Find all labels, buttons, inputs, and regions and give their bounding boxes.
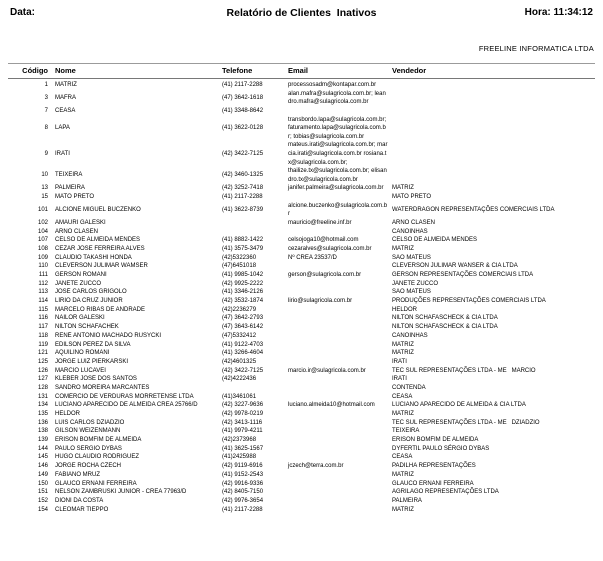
cell-vendedor: IRATI: [392, 376, 407, 383]
cell-nome: CELSO DE ALMEIDA MENDES: [55, 237, 141, 244]
cell-nome: PAULO SERGIO DYBAS: [55, 445, 122, 452]
table-row: [8, 436, 595, 445]
cell-vendedor: SAO MATEUS: [392, 254, 431, 261]
cell-vendedor: CONTENDA: [392, 384, 426, 391]
cell-telefone: (42)4222436: [222, 376, 257, 383]
table-row: [8, 280, 595, 289]
cell-nome: SANDRO MOREIRA MARCANTES: [55, 384, 150, 391]
cell-vendedor: MATRIZ: [392, 471, 414, 478]
cell-email: mauricio@freeline.inf.br: [288, 219, 352, 226]
cell-telefone: (41)2425988: [222, 454, 257, 461]
cell-vendedor: MATRIZ: [392, 350, 414, 357]
cell-email: transbordo.lapa@sulagricola.com.br; faturamento.lapa@sulagricola.com.br; tobias@sulagricola.com.br: [288, 116, 387, 140]
cell-nome: LUCIANO APARECIDO DE ALMEIDA CREA 25766/D: [55, 402, 198, 409]
table-row: [8, 410, 595, 419]
cell-telefone: (42) 3413-1116: [222, 419, 263, 426]
table-body: [8, 79, 595, 514]
cell-codigo: 138: [37, 428, 48, 435]
table-row: [8, 90, 595, 107]
table-row: [8, 341, 595, 350]
col-header-telefone: Telefone: [222, 66, 253, 75]
cell-codigo: 108: [37, 245, 48, 252]
table-row: [8, 384, 595, 393]
cell-nome: COMÉRCIO DE VERDURAS MORRETENSE LTDA: [55, 393, 194, 400]
cell-nome: CEASA: [55, 107, 76, 114]
cell-vendedor: SAO MATEUS: [392, 289, 431, 296]
cell-telefone: (42) 9978-0219: [222, 411, 264, 418]
cell-vendedor: PALMEIRA: [392, 497, 422, 504]
table-row: [8, 219, 595, 228]
cell-telefone: (41) 3346-2126: [222, 289, 264, 296]
cell-codigo: 145: [37, 454, 48, 461]
cell-vendedor: CLEVERSON JULIMAR WANSER & CIA LTDA: [392, 263, 518, 270]
cell-codigo: 117: [38, 324, 48, 331]
cell-codigo: 111: [38, 272, 48, 279]
cell-codigo: 1: [44, 82, 48, 89]
date-label: Data:: [10, 7, 36, 18]
cell-codigo: 150: [37, 480, 48, 487]
cell-codigo: 115: [38, 306, 48, 313]
cell-nome: GERSON ROMANI: [55, 272, 107, 279]
cell-nome: NELSON ZAMBRUSKI JUNIOR - CREA 77963/D: [55, 489, 187, 496]
cell-telefone: (42)5322360: [222, 254, 257, 261]
cell-nome: MARCELO RIBAS DE ANDRADE: [55, 306, 146, 313]
cell-email: alan.mafra@sulagricola.com.br; leandro.mafra@sulagricola.com.br: [288, 90, 386, 106]
cell-vendedor: MATRIZ: [392, 245, 414, 252]
cell-nome: GLAUCO ERNANI FERREIRA: [55, 480, 137, 487]
cell-telefone: (42) 3422-7125: [222, 367, 264, 374]
table-row: [8, 349, 595, 358]
table-row: [8, 254, 595, 263]
cell-vendedor: CEASA: [392, 454, 413, 461]
table-row: [8, 236, 595, 245]
cell-codigo: 139: [37, 437, 48, 444]
cell-vendedor: MATRIZ: [392, 341, 414, 348]
table-row: [8, 453, 595, 462]
cell-email: celsojoga10@hotmail.com: [288, 237, 359, 244]
cell-telefone: (41) 9122-4703: [222, 341, 264, 348]
table-row: [8, 306, 595, 315]
cell-vendedor: NILTON SCHAFASCHECK & CIA LTDA: [392, 324, 498, 331]
cell-nome: JORGE ROCHA CZECH: [55, 463, 122, 470]
table-row: [8, 245, 595, 254]
cell-email: marcio.ir@sulagricola.com.br: [288, 367, 366, 374]
cell-nome: GILSON WEIZENMANN: [55, 428, 121, 435]
cell-codigo: 135: [37, 411, 48, 418]
table-row: [8, 141, 595, 167]
cell-vendedor: PRODUÇÕES REPRESENTAÇÕES COMERCIAIS LTDA: [392, 298, 546, 305]
cell-telefone: (47) 3643-6142: [222, 324, 264, 331]
cell-nome: TEIXEIRA: [55, 172, 83, 179]
table-row: [8, 81, 595, 90]
cell-codigo: 152: [37, 497, 48, 504]
cell-telefone: (41) 8882-1422: [222, 237, 264, 244]
cell-codigo: 15: [41, 194, 48, 201]
cell-vendedor: CEASA: [392, 393, 413, 400]
cell-codigo: 107: [37, 237, 48, 244]
table-row: [8, 107, 595, 116]
cell-telefone: (41)3461061: [222, 393, 257, 400]
cell-codigo: 104: [37, 228, 48, 235]
page-header: [0, 0, 603, 19]
cell-vendedor: TEC SUL REPRESENTAÇÕES LTDA - ME MARCIO: [392, 367, 536, 374]
col-header-codigo: Código: [22, 66, 48, 75]
cell-codigo: 114: [38, 298, 48, 305]
cell-email: Nº CREA 23537/D: [288, 254, 337, 261]
cell-email: gerson@sulagricola.com.br: [288, 272, 362, 279]
cell-telefone: (47) 3642-2793: [222, 315, 264, 322]
cell-vendedor: DYFERTIL PAULO SÉRGIO DYBAS: [392, 445, 490, 452]
cell-codigo: 146: [37, 463, 48, 470]
cell-nome: KLEBER JOSÉ DOS SANTOS: [55, 376, 137, 383]
table-row: [8, 116, 595, 142]
table-row: [8, 193, 595, 202]
cell-nome: LAPA: [55, 125, 70, 132]
cell-vendedor: HELDOR: [392, 306, 418, 313]
table-row: [8, 184, 595, 193]
cell-telefone: (42)2373968: [222, 437, 257, 444]
cell-email: jczech@terra.com.br: [288, 463, 344, 470]
cell-email: thailize.tx@sulagricola.com.br; elisandro.tx@sulagricola.com.br: [288, 168, 387, 183]
cell-codigo: 116: [38, 315, 48, 322]
cell-telefone: (47)6451018: [222, 263, 257, 270]
cell-codigo: 121: [37, 350, 48, 357]
cell-vendedor: AGRILAGO REPRESENTAÇÕES LTDA: [392, 489, 499, 496]
cell-email: mateus.irati@sulagricola.com.br; marcia.irati@sulagricola.com.br rosiana.tx@sulagricola.com.br;: [288, 142, 388, 166]
table-row: [8, 167, 595, 184]
cell-vendedor: CANOINHAS: [392, 332, 428, 339]
cell-codigo: 10: [41, 172, 48, 179]
cell-vendedor: CELSO DE ALMEIDA MENDES: [392, 237, 478, 244]
cell-email: janifer.palmeira@sulagricola.com.br: [288, 185, 384, 192]
cell-vendedor: MATO PRETO: [392, 194, 432, 201]
cell-nome: ARNO CLASEN: [55, 228, 99, 235]
cell-vendedor: TEC SUL REPRESENTAÇÕES LTDA - ME DZIADZIO: [392, 419, 540, 426]
cell-telefone: (42) 9976-3654: [222, 497, 264, 504]
table-row: [8, 367, 595, 376]
cell-email: lirio@sulagricola.com.br: [288, 298, 353, 305]
table-row: [8, 358, 595, 367]
cell-nome: MARCIO LUCAVEI: [55, 367, 106, 374]
cell-telefone: (42) 9916-9336: [222, 480, 264, 487]
cell-nome: LÍRIO DA CRUZ JUNIOR: [55, 298, 123, 305]
table-row: [8, 488, 595, 497]
cell-vendedor: GERSON REPRESENTAÇÕES COMERCIAIS LTDA: [392, 272, 534, 279]
table-row: [8, 288, 595, 297]
col-header-vendedor: Vendedor: [392, 66, 427, 75]
cell-codigo: 7: [44, 107, 48, 114]
cell-telefone: (41) 2117-2288: [222, 194, 263, 201]
cell-telefone: (41) 9979-4211: [222, 428, 263, 435]
cell-vendedor: WATERDRAGON REPRESENTAÇÕES COMERCIAIS LTDA: [392, 206, 555, 213]
table-row: [8, 393, 595, 402]
cell-codigo: 101: [37, 206, 48, 213]
cell-nome: JOSÉ CARLOS GRÍGOLO: [55, 289, 127, 296]
cell-codigo: 113: [38, 289, 48, 296]
cell-codigo: 3: [44, 94, 48, 101]
cell-nome: LUIS CARLOS DZIADZIO: [55, 419, 125, 426]
cell-codigo: 136: [37, 419, 48, 426]
cell-nome: AQUILINO ROMANI: [55, 350, 110, 357]
cell-nome: ERISON BOMFIM DE ALMEIDA: [55, 437, 142, 444]
cell-nome: PALMEIRA: [55, 185, 85, 192]
cell-codigo: 131: [37, 393, 48, 400]
cell-telefone: (41) 9152-2543: [222, 471, 264, 478]
cell-vendedor: LUCIANO APARECIDO DE ALMEIDA & CIA LTDA: [392, 402, 526, 409]
table-row: [8, 262, 595, 271]
cell-vendedor: IRATI: [392, 358, 407, 365]
cell-telefone: (41) 3622-8739: [222, 206, 264, 213]
table-row: [8, 202, 595, 219]
table-header-row: [8, 63, 595, 79]
cell-vendedor: JANETE ZUCCO: [392, 280, 439, 287]
cell-nome: AMAURI GALESKI: [55, 219, 106, 226]
cell-vendedor: MATRIZ: [392, 506, 414, 513]
cell-vendedor: TEIXEIRA: [392, 428, 420, 435]
cell-telefone: (47)5332412: [222, 332, 257, 339]
cell-telefone: (42)2236279: [222, 306, 257, 313]
table-row: [8, 462, 595, 471]
cell-codigo: 9: [44, 150, 48, 157]
cell-nome: NILTON SCHAFACHEK: [55, 324, 119, 331]
cell-codigo: 119: [38, 341, 48, 348]
cell-telefone: (42) 3252-7418: [222, 185, 264, 192]
cell-codigo: 134: [37, 402, 48, 409]
cell-codigo: 102: [37, 219, 48, 226]
table-row: [8, 297, 595, 306]
time-label: Hora: 11:34:12: [524, 7, 593, 18]
cell-nome: MATRIZ: [55, 82, 77, 89]
cell-telefone: (42) 8405-7150: [222, 489, 264, 496]
cell-codigo: 128: [37, 384, 48, 391]
cell-telefone: (42) 3227-9636: [222, 402, 264, 409]
cell-vendedor: ARNO CLASEN: [392, 219, 436, 226]
cell-nome: CLEOMAR TIEPPO: [55, 506, 109, 513]
cell-telefone: (41) 3625-1567: [222, 445, 264, 452]
cell-email: cezaralves@sulagricola.com.br: [288, 245, 372, 252]
cell-vendedor: PADILHA REPRESENTAÇÕES: [392, 463, 476, 470]
cell-telefone: (42) 9119-6916: [222, 463, 263, 470]
cell-vendedor: ERISON BOMFIM DE ALMEIDA: [392, 437, 479, 444]
cell-nome: NAILOR GALESKI: [55, 315, 105, 322]
table-row: [8, 332, 595, 341]
cell-codigo: 8: [44, 125, 48, 132]
table-row: [8, 480, 595, 489]
cell-nome: DIONI DA COSTA: [55, 497, 104, 504]
cell-email: luciano.almeida10@hotmail.com: [288, 402, 375, 409]
cell-telefone: (41) 3622-0128: [222, 125, 264, 132]
cell-nome: RENÉ ANTÔNIO MACHADO RUSYCKI: [55, 332, 162, 339]
cell-nome: HUGO CLAUDIO RODRIGUEZ: [55, 454, 140, 461]
cell-email: alcione.buczenko@sulagricola.com.br: [288, 202, 388, 218]
cell-codigo: 13: [41, 185, 48, 192]
cell-nome: MAFRA: [55, 94, 76, 101]
table-row: [8, 314, 595, 323]
cell-vendedor: MATRIZ: [392, 411, 414, 418]
cell-codigo: 118: [38, 332, 48, 339]
cell-nome: JANETE ZUCCO: [55, 280, 102, 287]
cell-nome: CLEVERSON JULIMAR WAMSER: [55, 263, 148, 270]
table-row: [8, 323, 595, 332]
table-row: [8, 506, 595, 515]
cell-codigo: 109: [37, 254, 48, 261]
cell-codigo: 125: [37, 358, 48, 365]
table-row: [8, 401, 595, 410]
cell-codigo: 112: [38, 280, 48, 287]
cell-nome: HELDOR: [55, 411, 81, 418]
cell-telefone: (42)4601325: [222, 358, 257, 365]
cell-nome: CEZAR JOSE FERREIRA ALVES: [55, 245, 145, 252]
cell-telefone: (41) 3575-3479: [222, 245, 264, 252]
cell-telefone: (42) 9925-2222: [222, 280, 264, 287]
company-name: FREELINE INFORMATICA LTDA: [478, 44, 594, 53]
cell-telefone: (41) 2117-2288: [222, 506, 263, 513]
cell-telefone: (41) 3266-4604: [222, 350, 264, 357]
cell-email: processosadm@kontapar.com.br: [288, 82, 377, 89]
col-header-nome: Nome: [55, 66, 76, 75]
cell-nome: ALCIONE MIGUEL BUCZENKO: [55, 206, 141, 213]
cell-codigo: 127: [37, 376, 48, 383]
table-row: [8, 497, 595, 506]
cell-vendedor: NILTON SCHAFASCHECK & CIA LTDA: [392, 315, 498, 322]
table-row: [8, 445, 595, 454]
cell-codigo: 144: [37, 445, 48, 452]
report-title: Relatório de Clientes Inativos: [226, 7, 377, 19]
cell-nome: EDILSON PEREZ DA SILVA: [55, 341, 131, 348]
cell-nome: MATO PRETO: [55, 194, 95, 201]
cell-telefone: (42) 3532-1874: [222, 298, 264, 305]
cell-telefone: (47) 3642-1618: [222, 94, 264, 101]
col-header-email: Email: [288, 66, 309, 75]
cell-telefone: (41) 3348-8642: [222, 107, 264, 114]
table-row: [8, 271, 595, 280]
clients-table: [8, 63, 595, 514]
cell-codigo: 151: [37, 489, 48, 496]
cell-nome: FABIANO MRUZ: [55, 471, 101, 478]
table-row: [8, 427, 595, 436]
table-row: [8, 228, 595, 237]
cell-vendedor: GLAUCO ERNANI FERREIRA: [392, 480, 474, 487]
cell-telefone: (41) 9985-1042: [222, 272, 264, 279]
table-row: [8, 419, 595, 428]
cell-codigo: 149: [37, 471, 48, 478]
cell-telefone: (42) 3422-7125: [222, 150, 264, 157]
cell-telefone: (41) 2117-2288: [222, 82, 263, 89]
cell-nome: IRATI: [55, 150, 70, 157]
cell-codigo: 110: [38, 263, 48, 270]
table-row: [8, 375, 595, 384]
cell-vendedor: CANOINHAS: [392, 228, 428, 235]
cell-codigo: 154: [37, 506, 48, 513]
cell-telefone: (42) 3460-1325: [222, 172, 264, 179]
cell-vendedor: MATRIZ: [392, 185, 414, 192]
table-row: [8, 471, 595, 480]
cell-nome: JORGE LUIZ PIERKARSKI: [55, 358, 129, 365]
cell-nome: CLÁUDIO TAKASHI HONDA: [55, 254, 132, 261]
cell-codigo: 126: [37, 367, 48, 374]
